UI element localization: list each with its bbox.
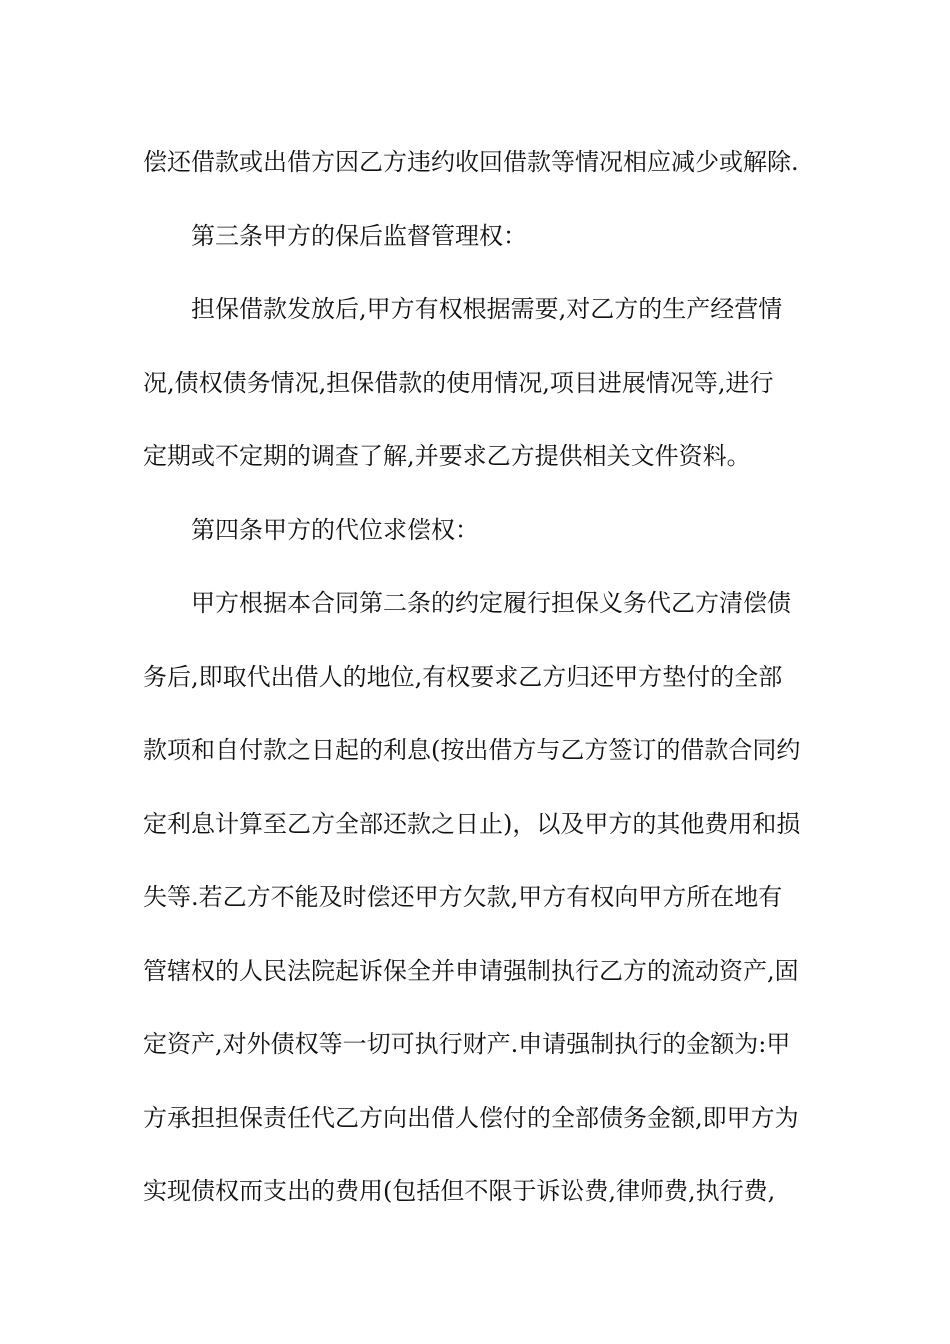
text-line: 失等.若乙方不能及时偿还甲方欠款,甲方有权向甲方所在地有 (143, 883, 783, 911)
text-line: 款项和自付款之日起的利息(按出借方与乙方签订的借款合同约 (143, 736, 801, 764)
text-line: 况,债权债务情况,担保借款的使用情况,项目进展情况等,进行 (143, 368, 774, 397)
text-line: 定利息计算至乙方全部还款之日止)，以及甲方的其他费用和损 (143, 809, 801, 838)
text-line: 务后,即取代出借人的地位,有权要求乙方归还甲方垫付的全部 (143, 662, 783, 691)
text-line: 实现债权而支出的费用(包括但不限于诉讼费,律师费,执行费, (143, 1177, 776, 1205)
text-line: 偿还借款或出借方因乙方违约收回借款等情况相应减少或解除. (143, 148, 799, 176)
text-line: 定资产,对外债权等一切可执行财产.申请强制执行的金额为:甲 (143, 1030, 791, 1058)
text-line: 方承担担保责任代乙方向出借人偿付的全部债务金额,即甲方为 (143, 1103, 799, 1132)
text-line: 甲方根据本合同第二条的约定履行担保义务代乙方清偿债 (191, 589, 791, 617)
article-heading: 第三条甲方的保后监督管理权： (191, 221, 527, 250)
article-heading: 第四条甲方的代位求偿权： (191, 515, 479, 544)
document-body (143, 126, 813, 1229)
text-line: 管辖权的人民法院起诉保全并申请强制执行乙方的流动资产,固 (143, 956, 799, 985)
text-line: 担保借款发放后,甲方有权根据需要,对乙方的生产经营情 (191, 295, 783, 323)
text-line: 定期或不定期的调查了解,并要求乙方提供相关文件资料。 (143, 442, 751, 470)
